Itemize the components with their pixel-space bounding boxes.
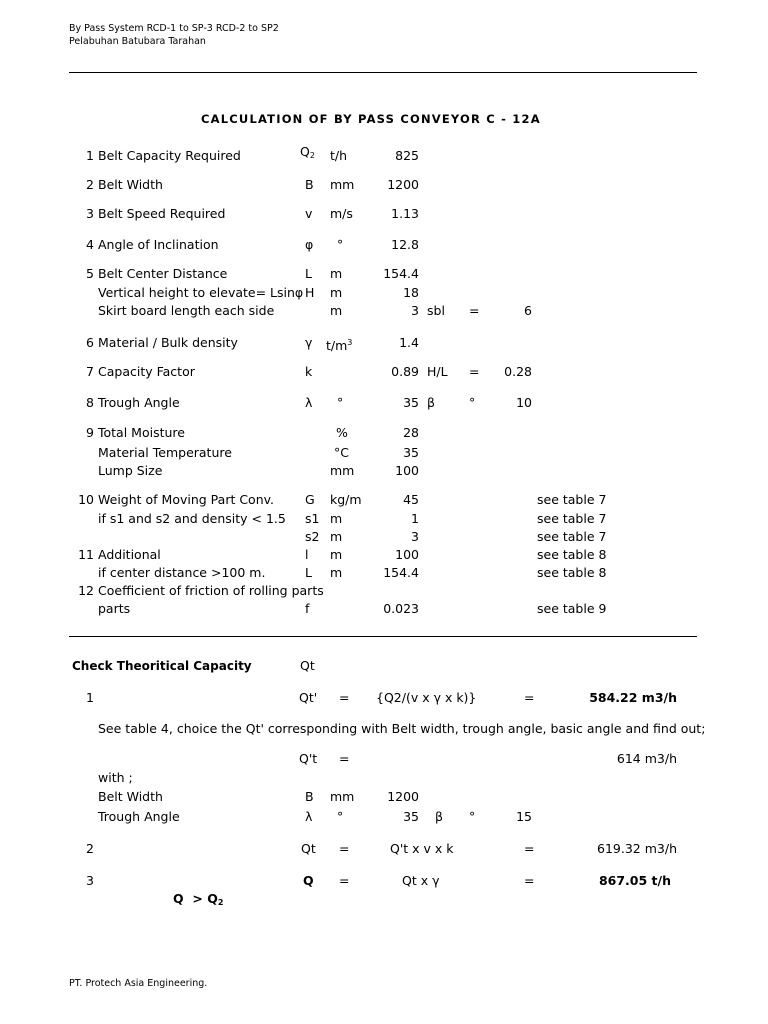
- with-basic-angle-symbol: β: [435, 809, 443, 824]
- row-number: 1: [86, 148, 94, 163]
- row-unit: [330, 149, 347, 163]
- row-description: Trough Angle: [98, 395, 180, 410]
- row-description: Additional: [98, 547, 161, 562]
- row-symbol: [305, 530, 319, 544]
- row-value: 825: [395, 148, 419, 163]
- row-number: 6: [86, 335, 94, 350]
- row-unit: [330, 566, 342, 580]
- qt-prime-result: 614 m3/h: [616, 751, 677, 766]
- row-description: Vertical height to elevate= Lsinφ: [98, 285, 304, 300]
- row-value: 0.023: [383, 601, 419, 616]
- row-symbol: [305, 493, 315, 507]
- row-number: 4: [86, 237, 94, 252]
- row-number: 7: [86, 364, 94, 379]
- row-description: parts: [98, 601, 131, 616]
- row-unit-superscript: 3: [347, 338, 353, 347]
- with-trough-angle-label: Trough Angle: [98, 809, 180, 824]
- row-unit-text: kg/m: [330, 492, 362, 507]
- row-unit: [330, 304, 342, 318]
- step-1-result: 584.22 m3/h: [589, 690, 677, 705]
- step-1-equals: =: [339, 690, 350, 705]
- row-value: 28: [403, 425, 419, 440]
- step-1-formula: {Q2/(v x γ x k)}: [376, 690, 477, 705]
- row-extra-equals: °: [469, 395, 476, 410]
- step-2-formula: Q't x v x k: [390, 841, 454, 856]
- row-description: Belt Capacity Required: [98, 148, 241, 163]
- row-value: 35: [403, 445, 419, 460]
- step-2-equals: =: [339, 841, 350, 856]
- row-value: 154.4: [383, 565, 419, 580]
- row-reference-note: see table 8: [537, 565, 607, 580]
- with-belt-width-label: Belt Width: [98, 789, 163, 804]
- step-3-result: 867.05 t/h: [598, 873, 671, 888]
- header-line-2: Pelabuhan Batubara Tarahan: [69, 36, 206, 47]
- row-symbol: [305, 238, 313, 252]
- with-trough-angle-unit: °: [337, 809, 344, 824]
- row-extra-label: sbl: [427, 303, 445, 318]
- row-symbol-text: L: [305, 266, 312, 281]
- row-value: 1: [411, 511, 419, 526]
- row-symbol: [305, 365, 312, 379]
- row-symbol-text: l: [305, 547, 309, 562]
- row-number: 12: [78, 583, 94, 598]
- with-basic-angle-unit: °: [469, 809, 476, 824]
- step-3-number: 3: [86, 873, 94, 888]
- row-symbol: [305, 396, 312, 410]
- row-description: Angle of Inclination: [98, 237, 219, 252]
- row-reference-note: see table 7: [537, 511, 607, 526]
- row-unit-text: °C: [334, 445, 349, 460]
- qt-prime-equals: =: [339, 751, 350, 766]
- row-unit: [330, 493, 362, 507]
- row-value: 18: [403, 285, 419, 300]
- row-symbol-text: B: [305, 177, 314, 192]
- step-3-equals-2: =: [524, 873, 535, 888]
- conclusion-rhs: Q: [207, 891, 218, 906]
- row-symbol-text: L: [305, 565, 312, 580]
- row-unit: [337, 238, 343, 252]
- row-unit-text: °: [337, 395, 344, 410]
- row-extra-label: H/L: [427, 364, 448, 379]
- row-description: Capacity Factor: [98, 364, 195, 379]
- row-number: 3: [86, 206, 94, 221]
- check-heading-symbol: Qt: [300, 658, 315, 673]
- row-symbol-text: s1: [305, 511, 320, 526]
- step-1-lhs: Qt': [299, 690, 318, 705]
- with-label: with ;: [98, 770, 133, 785]
- row-number: 8: [86, 395, 94, 410]
- step-1-number: 1: [86, 690, 94, 705]
- step-2-equals-2: =: [524, 841, 535, 856]
- step-2-lhs: Qt: [301, 841, 316, 856]
- row-value: 1200: [387, 177, 419, 192]
- row-unit-text: m: [330, 266, 343, 281]
- check-heading: Check Theoritical Capacity: [72, 659, 252, 673]
- row-description: Belt Speed Required: [98, 206, 226, 221]
- with-basic-angle-value: 15: [516, 809, 532, 824]
- with-belt-width-symbol: B: [305, 789, 314, 804]
- row-value: 12.8: [391, 237, 419, 252]
- row-unit-text: m: [330, 529, 343, 544]
- row-symbol: [305, 336, 312, 350]
- row-unit: [336, 426, 348, 440]
- row-symbol: [305, 602, 309, 616]
- conclusion: [173, 892, 223, 910]
- row-description: Coefficient of friction of rolling parts: [98, 583, 324, 598]
- row-unit-text: t/h: [330, 148, 348, 163]
- row-extra-value: 6: [524, 303, 532, 318]
- row-unit: [326, 336, 352, 353]
- row-description: Weight of Moving Part Conv.: [98, 492, 275, 507]
- row-value: 100: [395, 463, 419, 478]
- conclusion-rhs-subscript: 2: [217, 898, 224, 907]
- row-unit-text: °: [337, 237, 344, 252]
- row-unit: [334, 446, 349, 460]
- row-symbol: [305, 178, 314, 192]
- step-3-formula: Qt x γ: [402, 873, 440, 888]
- row-unit-text: m: [330, 565, 343, 580]
- row-unit: [330, 286, 342, 300]
- row-symbol: [300, 145, 315, 163]
- row-reference-note: see table 7: [537, 529, 607, 544]
- row-extra-value: 0.28: [504, 364, 532, 379]
- row-symbol: [305, 548, 308, 562]
- row-unit-text: m: [330, 511, 343, 526]
- row-unit-text: %: [336, 425, 348, 440]
- row-reference-note: see table 7: [537, 492, 607, 507]
- row-unit: [330, 207, 353, 221]
- top-divider: [69, 72, 697, 73]
- row-symbol-text: λ: [305, 395, 313, 410]
- with-belt-width-value: 1200: [387, 789, 419, 804]
- row-symbol: [305, 267, 312, 281]
- page-title: CALCULATION OF BY PASS CONVEYOR C - 12A: [201, 112, 541, 126]
- with-trough-angle-symbol: λ: [305, 809, 313, 824]
- row-extra-value: 10: [516, 395, 532, 410]
- row-symbol-text: k: [305, 364, 313, 379]
- row-unit: [330, 267, 342, 281]
- step-3-equals: =: [339, 873, 350, 888]
- row-symbol: [305, 512, 319, 526]
- step-2-number: 2: [86, 841, 94, 856]
- row-symbol-text: f: [305, 601, 310, 616]
- row-description: Material / Bulk density: [98, 335, 238, 350]
- row-symbol: [305, 566, 312, 580]
- with-trough-angle-value: 35: [403, 809, 419, 824]
- row-symbol-subscript: 2: [309, 151, 315, 160]
- row-unit-text: t/m: [326, 338, 348, 353]
- row-number: 2: [86, 177, 94, 192]
- header-line-1: By Pass System RCD-1 to SP-3 RCD-2 to SP2: [69, 23, 279, 34]
- row-extra-label: β: [427, 395, 435, 410]
- table-4-note: See table 4, choice the Qt' corresponding with Belt width, trough angle, basic angle and find out;: [98, 721, 706, 736]
- qt-prime-lhs: Q't: [299, 751, 318, 766]
- row-symbol-text: Q: [300, 144, 310, 159]
- row-unit-text: m: [330, 547, 343, 562]
- row-unit-text: mm: [330, 463, 355, 478]
- row-extra-equals: =: [469, 303, 480, 318]
- conclusion-lhs: Q: [173, 891, 184, 906]
- conclusion-operator: >: [192, 891, 203, 906]
- row-symbol-text: s2: [305, 529, 320, 544]
- step-2-result: 619.32 m3/h: [597, 841, 677, 856]
- row-unit: [330, 548, 342, 562]
- row-symbol-text: φ: [305, 237, 314, 252]
- row-value: 1.13: [391, 206, 419, 221]
- step-3-lhs: Q: [303, 873, 314, 888]
- row-symbol-text: γ: [305, 335, 313, 350]
- row-value: 100: [395, 547, 419, 562]
- row-value: 35: [403, 395, 419, 410]
- row-unit-text: m: [330, 303, 343, 318]
- row-description: Total Moisture: [98, 425, 185, 440]
- row-number: 9: [86, 425, 94, 440]
- row-extra-equals: =: [469, 364, 480, 379]
- row-reference-note: see table 8: [537, 547, 607, 562]
- row-number: 11: [78, 547, 94, 562]
- row-unit: [330, 512, 342, 526]
- row-description: Belt Center Distance: [98, 266, 228, 281]
- row-unit-text: m: [330, 285, 343, 300]
- footer-company: PT. Protech Asia Engineering.: [69, 978, 208, 989]
- row-unit: [330, 464, 354, 478]
- row-symbol-text: v: [305, 206, 313, 221]
- row-description: Belt Width: [98, 177, 163, 192]
- row-reference-note: see table 9: [537, 601, 607, 616]
- row-symbol-text: G: [305, 492, 315, 507]
- row-value: 154.4: [383, 266, 419, 281]
- row-unit-text: mm: [330, 177, 355, 192]
- row-description: if center distance >100 m.: [98, 565, 266, 580]
- row-number: 10: [78, 492, 94, 507]
- row-value: 3: [411, 529, 419, 544]
- row-unit: [337, 396, 343, 410]
- row-description: Skirt board length each side: [98, 303, 275, 318]
- row-unit: [330, 530, 342, 544]
- row-symbol: [305, 207, 312, 221]
- row-description: if s1 and s2 and density < 1.5: [98, 511, 286, 526]
- row-symbol: [305, 286, 314, 300]
- row-value: 0.89: [391, 364, 419, 379]
- row-symbol-text: H: [305, 285, 315, 300]
- with-belt-width-unit: mm: [330, 789, 355, 804]
- row-unit-text: m/s: [330, 206, 353, 221]
- row-value: 45: [403, 492, 419, 507]
- row-value: 3: [411, 303, 419, 318]
- row-description: Material Temperature: [98, 445, 232, 460]
- step-1-equals-2: =: [524, 690, 535, 705]
- row-unit: [330, 178, 354, 192]
- row-number: 5: [86, 266, 94, 281]
- row-value: 1.4: [399, 335, 419, 350]
- row-description: Lump Size: [98, 463, 163, 478]
- middle-divider: [69, 636, 697, 637]
